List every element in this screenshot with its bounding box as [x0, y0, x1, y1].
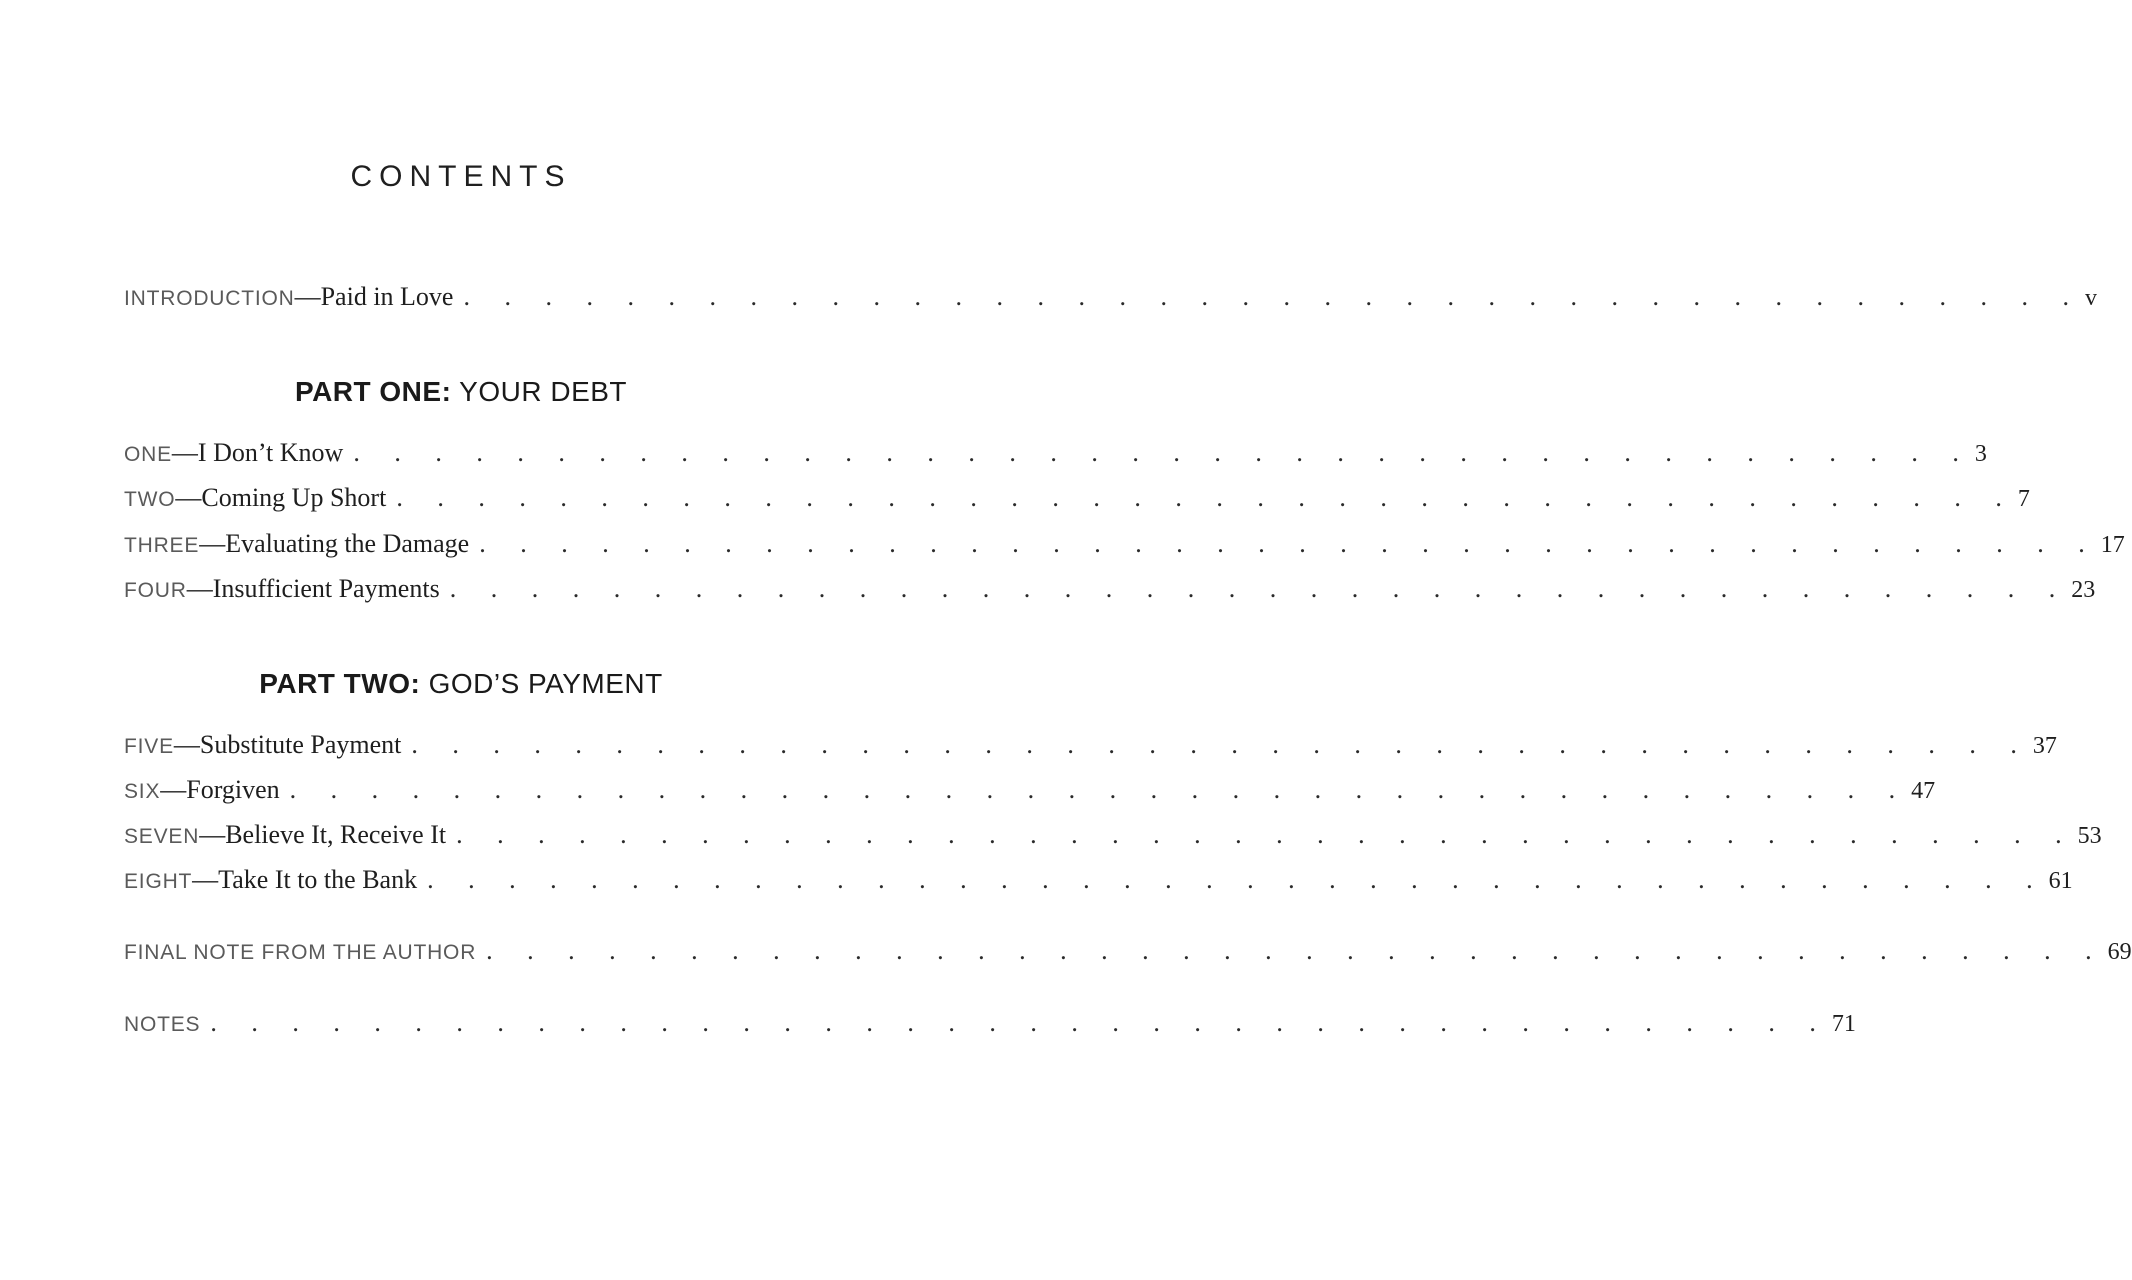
toc-entry-label: NOTES [124, 1013, 201, 1036]
toc-entry-label: ONE [124, 443, 172, 466]
toc-entry-dash: — [173, 730, 200, 759]
toc-entry-label: THREE [124, 534, 200, 557]
dot-leader: . . . . . . . . . . . . . . . . . . . . . . . . . . . . . . . . . . . . . . . . [411, 730, 2031, 759]
part-two-name: GOD’S PAYMENT [428, 668, 663, 699]
part-one-name: YOUR DEBT [459, 376, 628, 407]
toc-entry-chapter-seven[interactable] [124, 820, 2102, 854]
dot-leader: . . . . . . . . . . . . . . . . . . . . . . . . . . . . . . . . . . . . . . . . [210, 1008, 1830, 1037]
dot-leader: . . . . . . . . . . . . . . . . . . . . . . . . . . . . . . . . . . . . . . . . [456, 820, 2076, 849]
toc-entry-title: Insufficient Payments [212, 574, 440, 603]
part-two-label: PART TWO: [259, 668, 421, 699]
dot-leader: . . . . . . . . . . . . . . . . . . . . . . . . . . . . . . . . . . . . . . . . [396, 483, 2016, 512]
toc-entry-page: 61 [2048, 868, 2073, 894]
toc-entry-title: Paid in Love [320, 282, 454, 311]
toc-entry-page: 17 [2100, 532, 2125, 558]
toc-entry-label: SIX [124, 780, 161, 803]
toc-entry-label: INTRODUCTION [124, 287, 295, 310]
toc-entry-chapter-eight[interactable] [124, 865, 2073, 899]
toc-entry-introduction[interactable] [124, 282, 2097, 316]
toc-entry-page: v [2084, 285, 2097, 311]
toc-entry-chapter-two[interactable] [124, 483, 2030, 517]
toc-entry-label: TWO [124, 488, 176, 511]
toc-entry-page: 23 [2071, 577, 2096, 603]
toc-entry-final-note[interactable] [124, 936, 2132, 970]
dot-leader: . . . . . . . . . . . . . . . . . . . . . . . . . . . . . . . . . . . . . . . . [479, 529, 2099, 558]
toc-entry-title: Substitute Payment [199, 730, 402, 759]
toc-entry-label: SEVEN [124, 825, 200, 848]
toc-entry-chapter-four[interactable] [124, 574, 2096, 608]
dot-leader: . . . . . . . . . . . . . . . . . . . . . . . . . . . . . . . . . . . . . . . . [427, 865, 2047, 894]
part-one-label: PART ONE: [294, 376, 452, 407]
toc-entry-page: 3 [1974, 441, 1987, 467]
toc-entry-chapter-five[interactable] [124, 730, 2057, 764]
toc-entry-dash: — [171, 438, 198, 467]
toc-entry-page: 69 [2107, 939, 2132, 965]
dot-leader: . . . . . . . . . . . . . . . . . . . . . . . . . . . . . . . . . . . . . . . . [353, 438, 1973, 467]
toc-entry-page: 71 [1831, 1011, 1856, 1037]
toc-entry-chapter-one[interactable] [124, 438, 1987, 472]
dot-leader: . . . . . . . . . . . . . . . . . . . . . . . . . . . . . . . . . . . . . . . . [449, 574, 2070, 603]
dot-leader: . . . . . . . . . . . . . . . . . . . . . . . . . . . . . . . . . . . . . . . . [486, 936, 2106, 965]
toc-entry-page: 37 [2032, 733, 2057, 759]
toc-entry-label: FINAL NOTE FROM THE AUTHOR [124, 941, 477, 964]
toc-entry-dash: — [160, 775, 187, 804]
part-two-heading [0, 668, 922, 700]
toc-entry-title: Take It to the Bank [218, 865, 418, 894]
toc-entry-title: I Don’t Know [197, 438, 344, 467]
toc-entry-label: FOUR [124, 579, 187, 602]
toc-entry-title: Forgiven [186, 775, 280, 804]
toc-entry-label: FIVE [124, 735, 174, 758]
toc-entry-title: Believe It, Receive It [225, 820, 447, 849]
toc-entry-chapter-six[interactable] [124, 775, 1936, 809]
toc-entry-dash: — [192, 865, 219, 894]
toc-entry-dash: — [186, 574, 213, 603]
toc-entry-dash: — [294, 282, 321, 311]
toc-entry-dash: — [199, 820, 226, 849]
page-title: CONTENTS [350, 160, 572, 193]
toc-entry-dash: — [199, 529, 226, 558]
toc-entry-title: Coming Up Short [201, 483, 387, 512]
toc-entry-notes[interactable] [124, 1008, 1856, 1042]
toc-entry-chapter-three[interactable] [124, 529, 2125, 563]
part-one-heading [0, 376, 922, 408]
toc-entry-page: 53 [2077, 823, 2102, 849]
toc-entry-label: EIGHT [124, 870, 193, 893]
toc-entry-page: 7 [2017, 486, 2030, 512]
toc-entry-page: 47 [1911, 778, 1936, 804]
dot-leader: . . . . . . . . . . . . . . . . . . . . . . . . . . . . . . . . . . . . . . . . [289, 775, 1910, 804]
dot-leader: . . . . . . . . . . . . . . . . . . . . . . . . . . . . . . . . . . . . . . . . [463, 282, 2083, 311]
toc-entry-title: Evaluating the Damage [225, 529, 470, 558]
toc-entry-dash: — [175, 483, 202, 512]
